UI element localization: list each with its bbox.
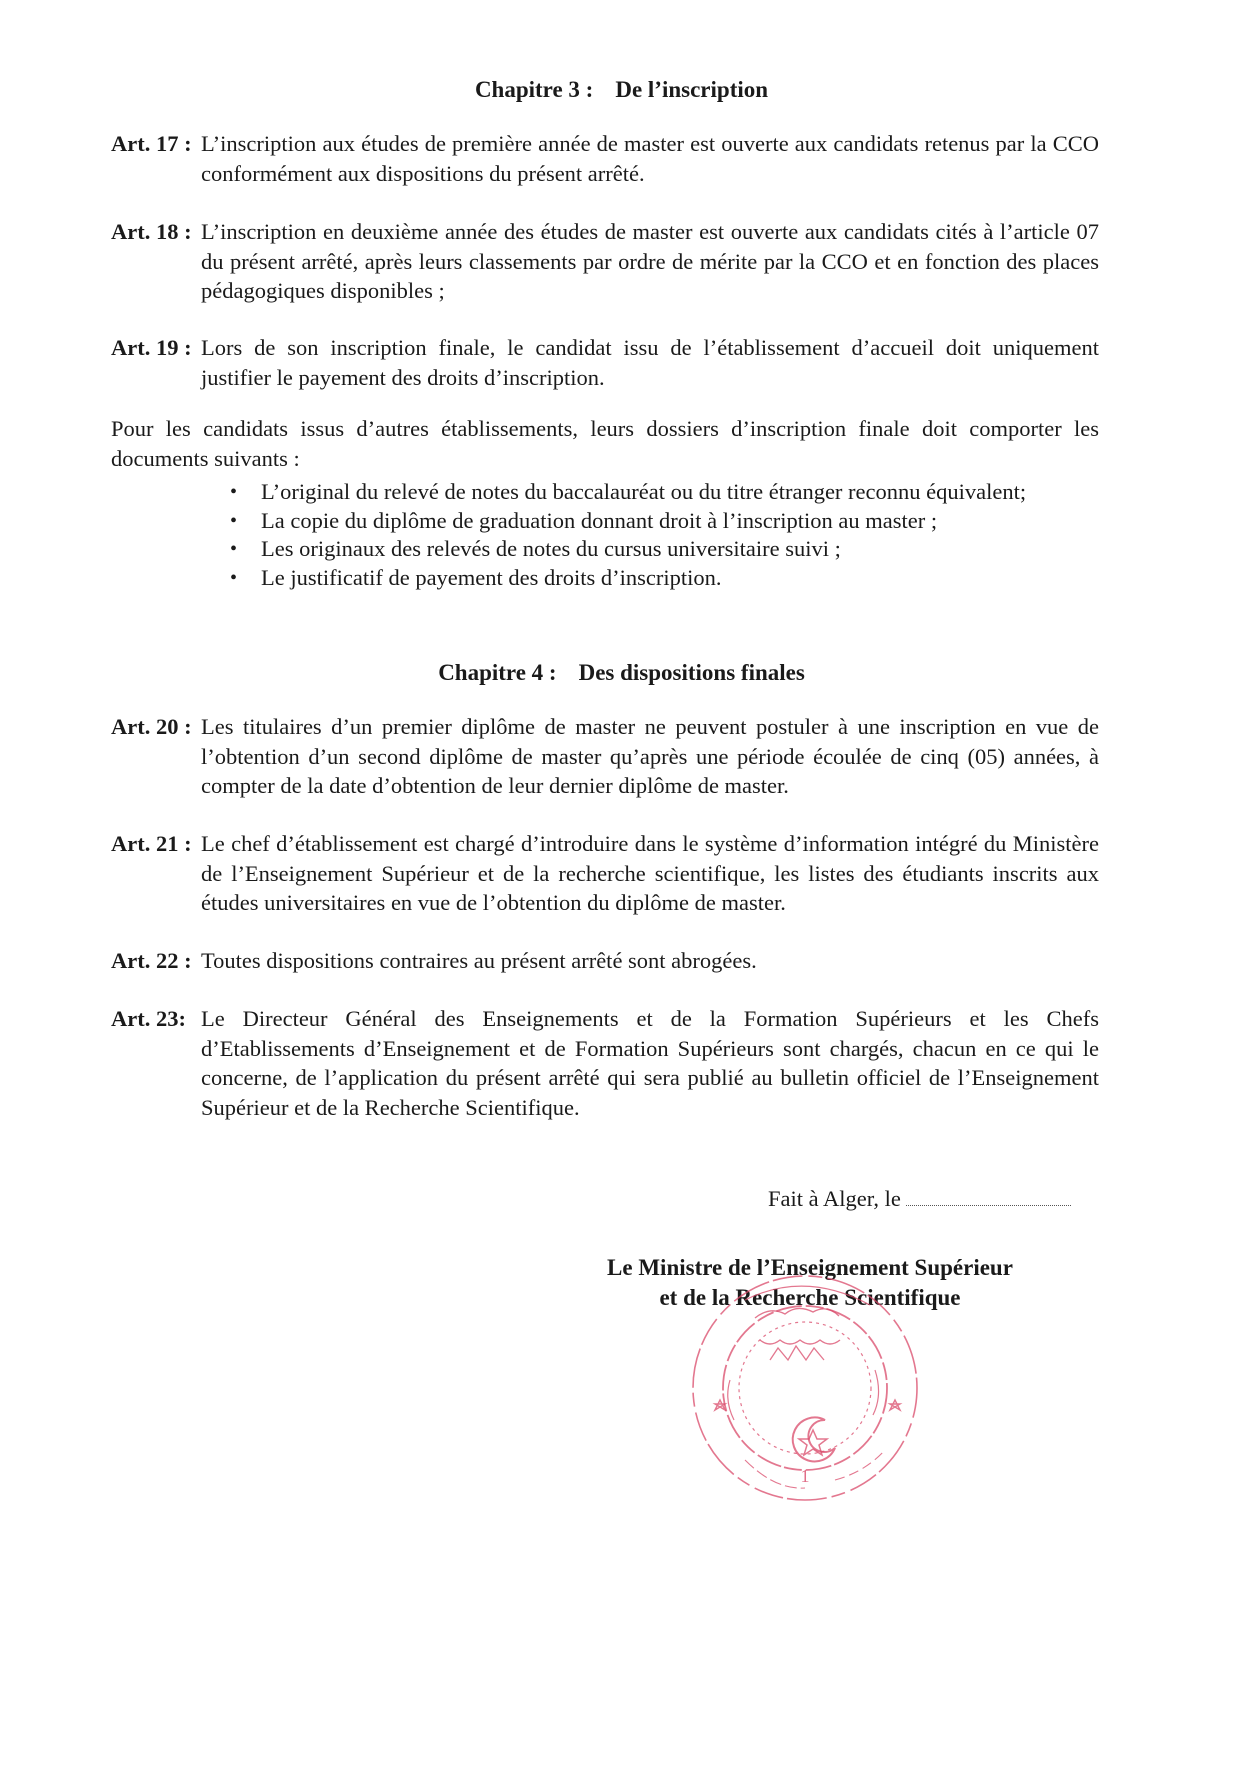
article-22 [111,946,1099,976]
article-label: Art. 17 : [111,131,192,156]
chapter-number: Chapitre 4 : [438,660,557,685]
article-label: Art. 18 : [111,219,192,244]
place-date-label: Fait à Alger, le [768,1186,901,1211]
article-text: Le chef d’établissement est chargé d’introduire dans le système d’information intégré du Ministère de l’Enseignement Supérieur et de la recherche scientifique, les listes des étudiants inscrits aux études universitaires en vue de l’obtention du diplôme de master. [201,831,1099,915]
list-item: • La copie du diplôme de graduation donnant droit à l’inscription au master ; [230,507,1116,536]
article-text: L’inscription en deuxième année des études de master est ouverte aux candidats cités à l’article 07 du présent arrêté, après leurs classements par ordre de mérite par la CCO et en fonction des places pédagogiques disponibles ; [201,219,1099,303]
article-text: L’inscription aux études de première année de master est ouverte aux candidats retenus par la CCO conformément aux dispositions du présent arrêté. [201,131,1099,186]
chapter-title: Des dispositions finales [578,660,805,685]
article-label: Art. 23: [111,1006,186,1031]
list-item: • Les originaux des relevés de notes du cursus universitaire suivi ; [230,535,1116,564]
article-label: Art. 20 : [111,714,192,739]
article-21 [111,829,1099,918]
list-item: • Le justificatif de payement des droits d’inscription. [230,564,1116,593]
article-label: Art. 19 : [111,335,192,360]
signature-line-2: et de la Recherche Scientifique [659,1285,961,1310]
stamp-number: 1 [800,1466,810,1486]
chapter-4-heading [0,659,1243,687]
other-candidates-paragraph: Pour les candidats issus d’autres établissements, leurs dossiers d’inscription finale doit comporter les documents suivants : [111,416,1099,471]
required-documents-list [230,478,1116,592]
article-text: Les titulaires d’un premier diplôme de master ne peuvent postuler à une inscription en vue de l’obtention d’un second diplôme de master qu’après une période écoulée de cinq (05) années, à compter de la date d’obtention de leur dernier diplôme de master. [201,714,1099,798]
article-label: Art. 22 : [111,948,192,973]
list-item: • L’original du relevé de notes du baccalauréat ou du titre étranger reconnu équivalent; [230,478,1116,507]
official-stamp [685,1270,925,1510]
stamp-seal-icon [685,1270,925,1510]
signature-line-1: Le Ministre de l’Enseignement Supérieur [607,1255,1013,1280]
article-20 [111,712,1099,801]
article-text: Le Directeur Général des Enseignements et de la Formation Supérieurs et les Chefs d’Etablissements d’Enseignement et de Formation Supérieurs sont chargés, chacun en ce qui le concerne, de l’application du présent arrêté qui sera publié au bulletin officiel de l’Enseignement Supérieur et de la Recherche Scientifique. [201,1006,1099,1120]
date-blank [906,1204,1071,1206]
article-18 [111,217,1099,306]
article-label: Art. 21 : [111,831,192,856]
article-17 [111,129,1099,188]
article-text: Toutes dispositions contraires au présent arrêté sont abrogées. [201,948,757,973]
place-date-line [768,1184,1071,1214]
article-23 [111,1004,1099,1122]
article-19 [111,333,1099,392]
article-text: Lors de son inscription finale, le candidat issu de l’établissement d’accueil doit uniquement justifier le payement des droits d’inscription. [201,335,1099,390]
chapter-3-heading [0,76,1243,104]
chapter-title: De l’inscription [615,77,769,102]
chapter-number: Chapitre 3 : [474,77,594,102]
